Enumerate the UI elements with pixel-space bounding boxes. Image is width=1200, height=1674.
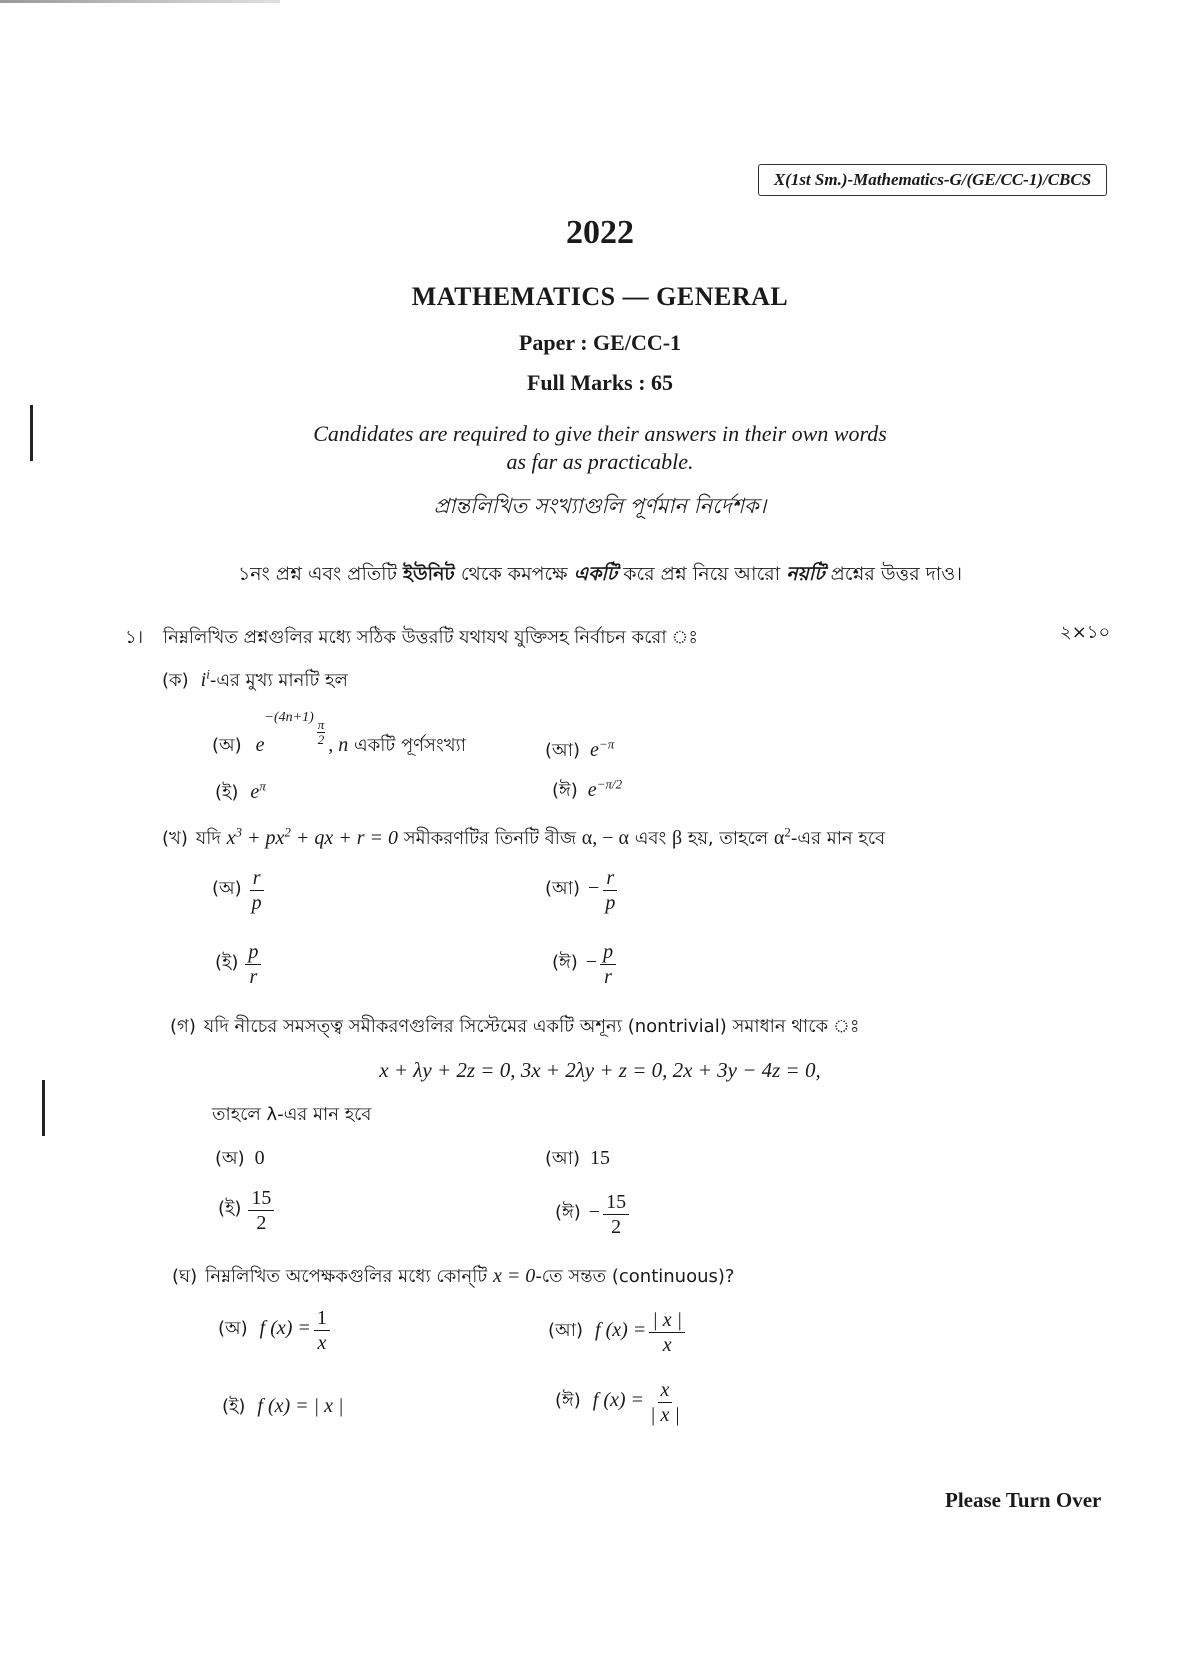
subq-kha: (খ) যদি $x^3 + px^2$ + qx + r = 0 সমীকরণটির তিনটি বীজ α, − α এবং β হয়, তাহলে $\alpha^2-এর$ মান হবে — [162, 824, 886, 849]
option-gha-a: (অ) f (x) = $\frac{1}{x}$ — [218, 1306, 333, 1355]
question-text: নিম্নলিখিত প্রশ্নগুলির মধ্যে সঠিক উত্তরটি যথাযথ যুক্তিসহ নির্বাচন করো ঃ — [163, 627, 698, 648]
option-ka-i: (ই) $e^\pi$ — [215, 778, 266, 803]
option-kha-a: (অ) $\frac{r}{p}$ — [212, 867, 262, 914]
paper-title: Paper : GE/CC-1 — [518, 330, 682, 355]
full-marks: Full Marks : 65 — [526, 370, 674, 395]
subq-ga: (গ) যদি নীচের সমসত্ত্ব সমীকরণগুলির সিস্টেমের একটি অশূন্য (nontrivial) সমাধান থাকে ঃ — [170, 1016, 860, 1037]
candidate-instruction: Candidates are required to give their answers in their own words as far as practicable. — [313, 421, 887, 474]
option-gha-aa: (আ) f (x) = $\frac{| x |}{x}$ — [548, 1308, 688, 1357]
margin-mark-bottom — [42, 1080, 45, 1136]
margin-note-bengali: প্রান্তলিখিত সংখ্যাগুলি পূর্ণমান নির্দেশক। — [433, 494, 767, 518]
turn-over-note: Please Turn Over — [945, 1488, 1102, 1512]
exam-year: 2022 — [566, 214, 634, 251]
equation-system: x + λy + 2z = 0, 3x + 2λy + z = 0, 2x + 3y − 4z = 0, — [379, 1058, 821, 1082]
option-ka-aa: (আ) $e^{-\pi}$ — [545, 736, 615, 761]
answer-instruction: ১নং প্রশ্ন এবং প্রতিটি ইউনিট থেকে কমপক্ষে একটি করে প্রশ্ন নিয়ে আরো নয়টি প্রশ্নের উত্তর দাও। — [237, 563, 963, 585]
option-ga-aa: (আ) 15 — [545, 1147, 611, 1169]
option-gha-ii: (ঈ) f (x) = $\frac{x}{| x |}$ — [555, 1379, 680, 1426]
question-marks: ২×১০ — [1060, 622, 1111, 643]
option-ka-ii: (ঈ) $e^{-\pi/2}$ — [552, 776, 623, 801]
subq-gha: (ঘ) নিম্নলিখিত অপেক্ষকগুলির মধ্যে কোন্‌টি x = 0-তে সন্তত (continuous)? — [172, 1265, 735, 1287]
option-ga-i: (ই) $\frac{15}{2}$ — [218, 1186, 277, 1235]
subject-title: MATHEMATICS — GENERAL — [411, 282, 789, 311]
option-ga-a: (অ) 0 — [215, 1147, 265, 1169]
option-ka-a: (অ) e−(4n+1) $\frac{\pi}{2}$ , n একটি পূর্ণসংখ্যা — [212, 710, 466, 756]
option-kha-aa: (আ) − $\frac{r}{p}$ — [545, 867, 616, 914]
option-gha-i: (ই) f (x) = | x | — [222, 1395, 344, 1417]
scan-edge — [0, 0, 280, 3]
subq-ga-then: তাহলে λ-এর মান হবে — [212, 1104, 372, 1125]
question-number: ১। — [125, 627, 144, 648]
subq-ka: (ক) $i^i-এর$ মুখ্য মানটি হল — [162, 666, 348, 691]
option-ga-ii: (ঈ) − $\frac{15}{2}$ — [555, 1190, 632, 1239]
option-kha-ii: (ঈ) − $\frac{p}{r}$ — [552, 940, 619, 989]
paper-code: X(1st Sm.)-Mathematics-G/(GE/CC-1)/CBCS — [758, 164, 1107, 196]
option-kha-i: (ই) $\frac{p}{r}$ — [215, 940, 264, 989]
